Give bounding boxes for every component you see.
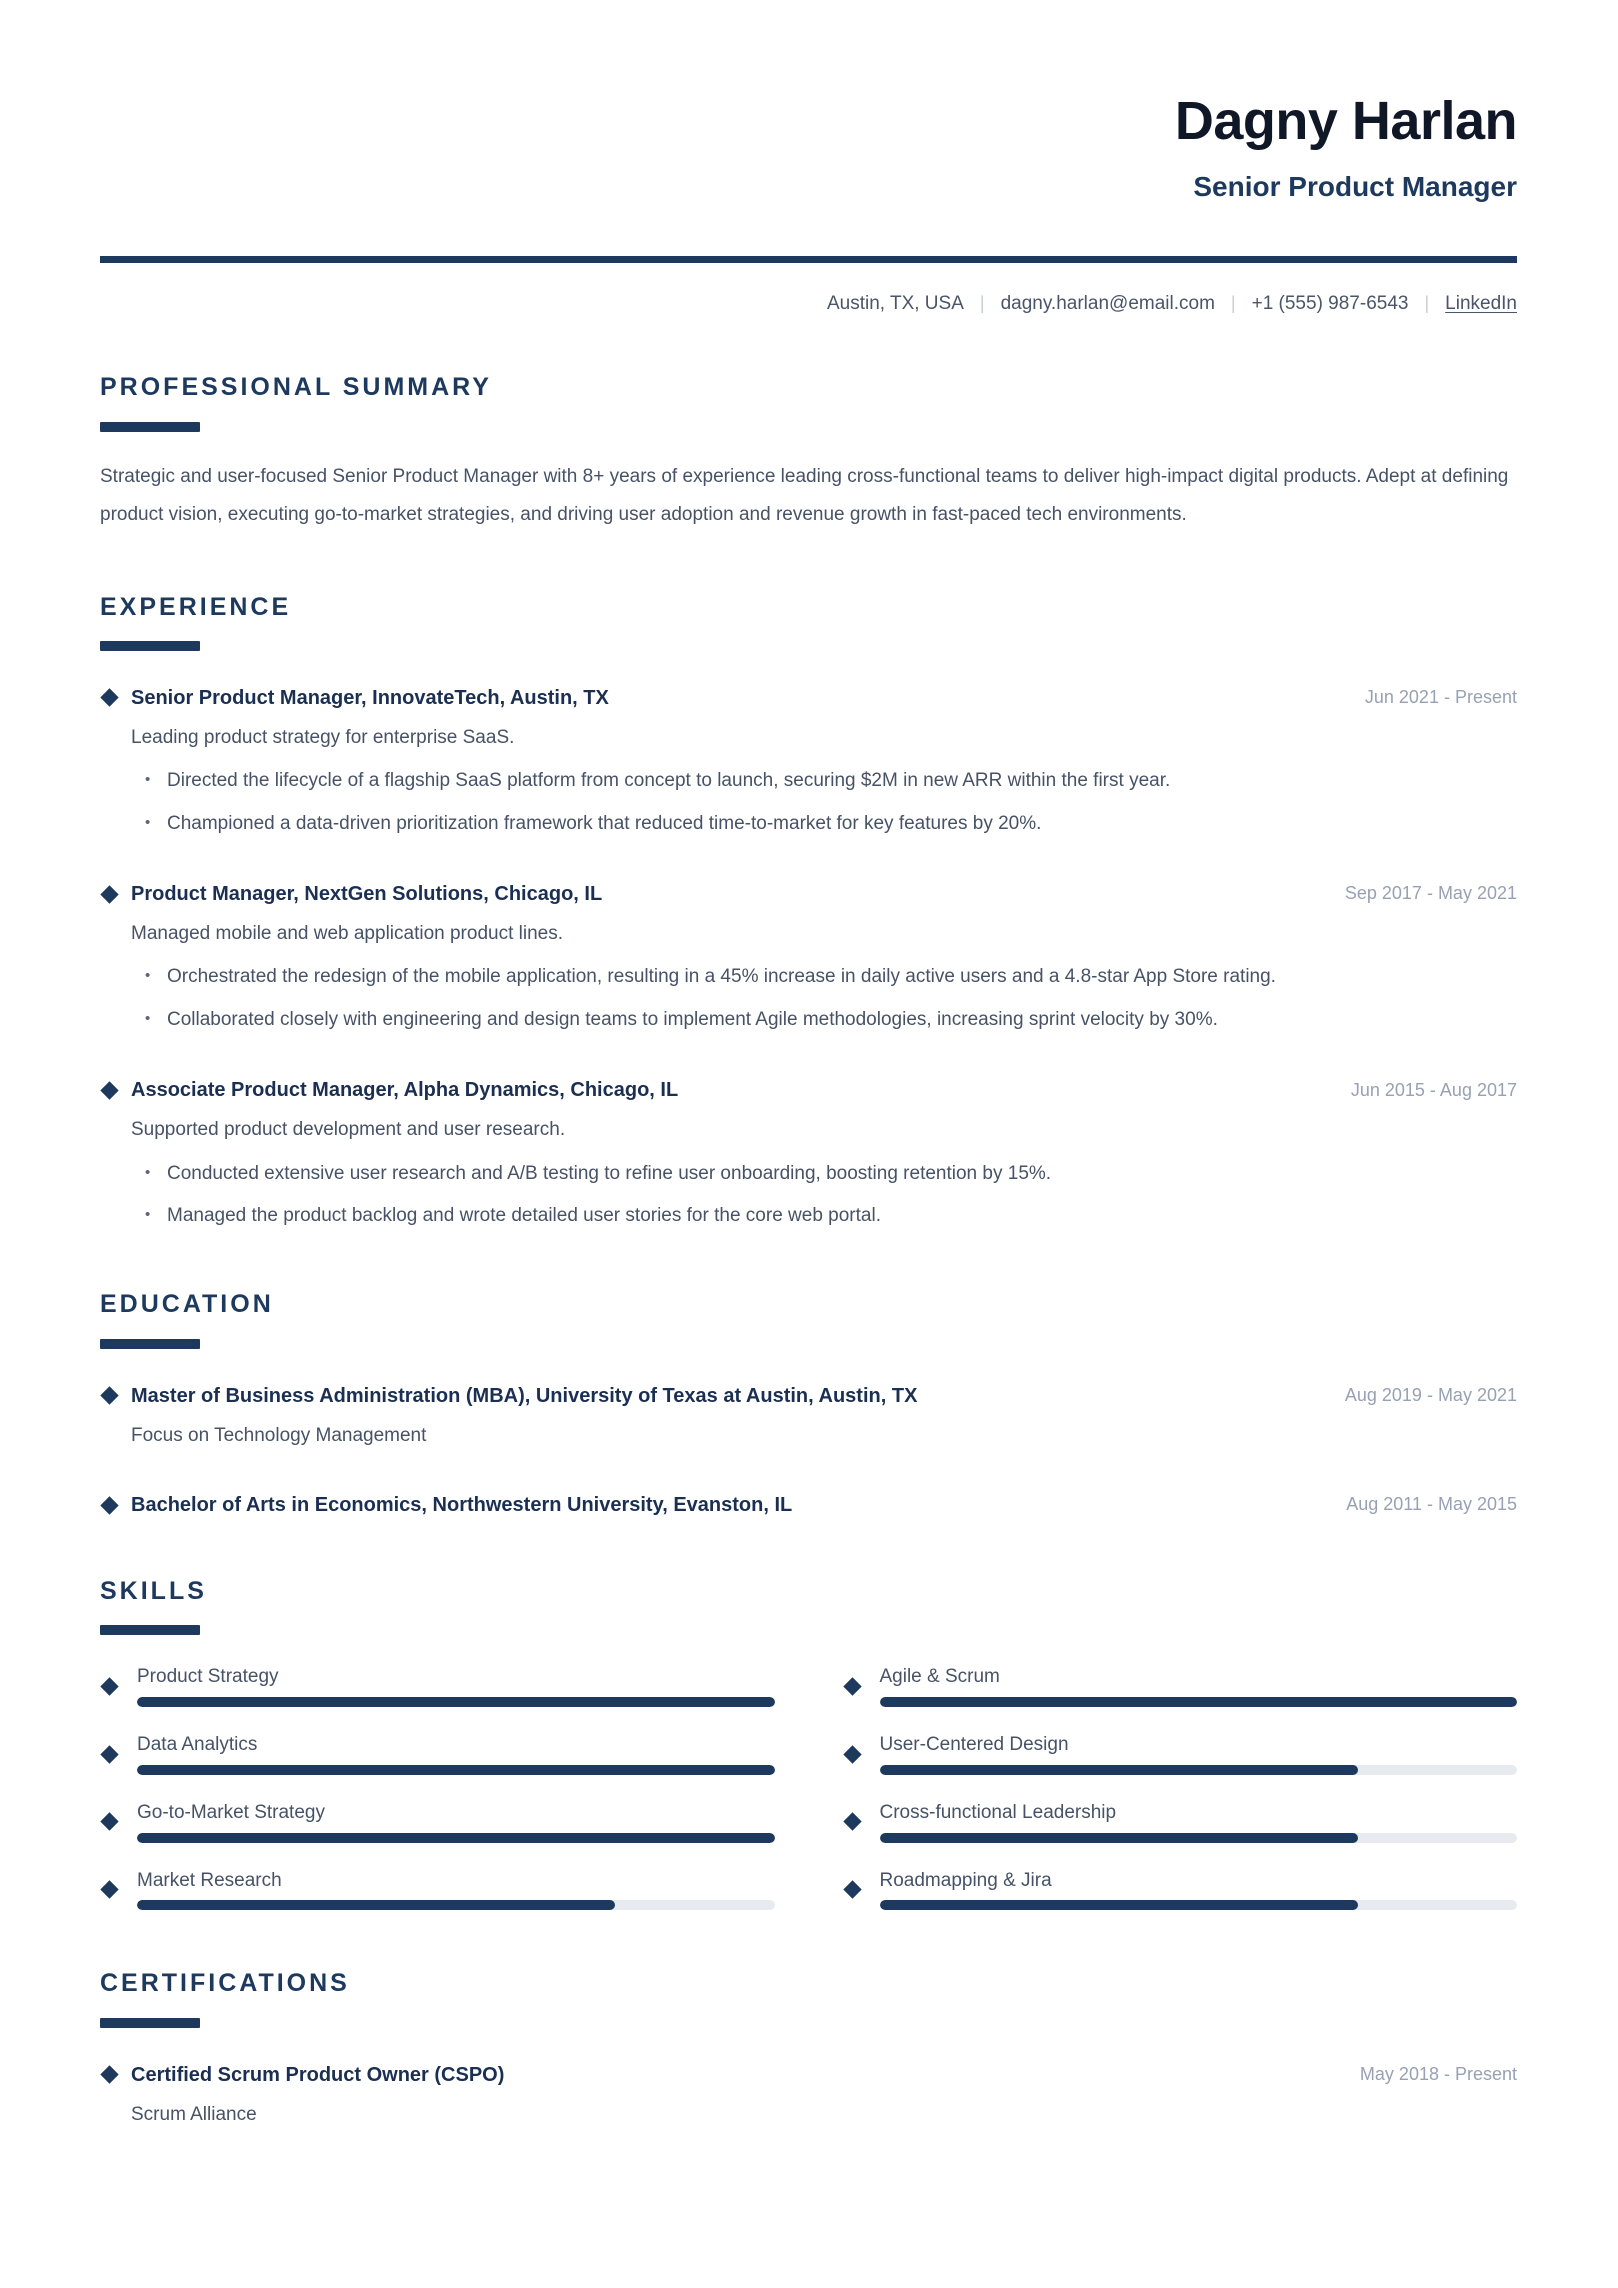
diamond-icon xyxy=(100,2065,118,2083)
skill-bar-track xyxy=(880,1833,1518,1843)
skill-bar-fill xyxy=(137,1900,615,1910)
skill-item xyxy=(100,1733,775,1775)
certification-title: Certified Scrum Product Owner (CSPO) xyxy=(131,2063,505,2086)
skill-name: Agile & Scrum xyxy=(879,1666,1000,1688)
certification-dates: May 2018 - Present xyxy=(1359,2063,1517,2084)
skill-item xyxy=(843,1801,1518,1843)
education-entry xyxy=(100,1492,1517,1518)
certification-issuer: Scrum Alliance xyxy=(131,2103,257,2125)
diamond-icon xyxy=(100,1677,118,1695)
diamond-icon xyxy=(843,1880,861,1898)
linkedin-link[interactable]: LinkedIn xyxy=(1445,292,1517,314)
skill-bar-fill xyxy=(880,1833,1358,1843)
contact-location: Austin, TX, USA xyxy=(826,292,964,314)
contact-bar xyxy=(100,291,1517,317)
diamond-icon xyxy=(100,885,118,903)
section-title-underline xyxy=(100,641,200,651)
skill-body xyxy=(137,1733,775,1775)
bullet-dot-icon: • xyxy=(145,771,151,789)
bullet-text: Collaborated closely with engineering and design teams to implement Agile methodologies, increasing sprint velocity by 30%. xyxy=(167,1008,1218,1030)
job-title: Product Manager, NextGen Solutions, Chicago, IL xyxy=(131,883,603,906)
certification-entry xyxy=(100,2062,1517,2129)
experience-entry xyxy=(100,881,1517,1035)
contact-separator: | xyxy=(1424,293,1430,314)
section-skills xyxy=(100,1576,1517,1910)
job-dates: Jun 2021 - Present xyxy=(1364,687,1517,708)
section-title-education: EDUCATION xyxy=(100,1290,274,1319)
education-entry-head xyxy=(100,1492,1517,1518)
section-title-underline xyxy=(100,2018,200,2028)
skill-item xyxy=(100,1801,775,1843)
bullet-item xyxy=(145,1201,1517,1231)
section-professional-summary xyxy=(100,372,1517,533)
skill-bar-fill xyxy=(880,1765,1358,1775)
bullet-dot-icon: • xyxy=(145,813,151,831)
bullet-dot-icon: • xyxy=(145,1163,151,1181)
bullet-item xyxy=(145,962,1517,992)
diamond-icon xyxy=(843,1745,861,1763)
diamond-icon xyxy=(100,1813,118,1831)
job-bullet-list xyxy=(145,962,1517,1035)
section-title-experience: EXPERIENCE xyxy=(100,592,292,621)
degree-description: Focus on Technology Management xyxy=(131,1424,427,1446)
skill-bar-track xyxy=(880,1900,1518,1910)
skill-bar-fill xyxy=(137,1765,775,1775)
resume-header xyxy=(100,90,1517,204)
skill-name: Cross-functional Leadership xyxy=(879,1801,1117,1823)
section-certifications xyxy=(100,1968,1517,2129)
skill-body xyxy=(880,1801,1518,1843)
bullet-text: Conducted extensive user research and A/B testing to refine user onboarding, boosting retention by 15%. xyxy=(167,1162,1052,1184)
header-divider xyxy=(100,256,1517,263)
job-description: Leading product strategy for enterprise SaaS. xyxy=(131,726,515,748)
degree-title: Master of Business Administration (MBA), University of Texas at Austin, Austin, TX xyxy=(131,1384,918,1407)
bullet-dot-icon: • xyxy=(145,1009,151,1027)
job-description: Supported product development and user research. xyxy=(131,1119,566,1141)
education-entry xyxy=(100,1383,1517,1450)
skill-item xyxy=(843,1733,1518,1775)
skill-bar-track xyxy=(137,1765,775,1775)
degree-title: Bachelor of Arts in Economics, Northwestern University, Evanston, IL xyxy=(131,1494,793,1517)
diamond-icon xyxy=(100,689,118,707)
job-bullet-list xyxy=(145,766,1517,839)
skill-bar-fill xyxy=(880,1697,1518,1707)
diamond-icon xyxy=(843,1677,861,1695)
experience-entry-head xyxy=(100,1077,1517,1103)
section-title-underline xyxy=(100,1339,200,1349)
bullet-dot-icon: • xyxy=(145,967,151,985)
bullet-item xyxy=(145,1159,1517,1189)
skill-bar-track xyxy=(137,1900,775,1910)
experience-entry xyxy=(100,685,1517,839)
degree-dates: Aug 2011 - May 2015 xyxy=(1346,1494,1517,1515)
skill-name: Product Strategy xyxy=(137,1666,279,1688)
contact-email: dagny.harlan@email.com xyxy=(1000,292,1215,314)
section-experience xyxy=(100,592,1517,1232)
skill-body xyxy=(137,1801,775,1843)
bullet-text: Managed the product backlog and wrote detailed user stories for the core web portal. xyxy=(167,1205,881,1227)
skill-bar-track xyxy=(137,1833,775,1843)
contact-separator: | xyxy=(1230,293,1236,314)
contact-phone: +1 (555) 987-6543 xyxy=(1251,292,1409,314)
skill-bar-track xyxy=(137,1697,775,1707)
bullet-text: Orchestrated the redesign of the mobile application, resulting in a 45% increase in daily active users and a 4.8-star App Store rating. xyxy=(167,966,1276,988)
skill-name: Go-to-Market Strategy xyxy=(137,1801,325,1823)
diamond-icon xyxy=(100,1496,118,1514)
job-title: Senior Product Manager, InnovateTech, Austin, TX xyxy=(131,686,609,709)
skill-bar-track xyxy=(880,1765,1518,1775)
education-entry-head xyxy=(100,1383,1517,1409)
skill-item xyxy=(843,1665,1518,1707)
bullet-dot-icon: • xyxy=(145,1206,151,1224)
section-title-certifications: CERTIFICATIONS xyxy=(100,1969,350,1998)
skill-body xyxy=(137,1665,775,1707)
skill-body xyxy=(880,1869,1518,1911)
skill-bar-fill xyxy=(137,1697,775,1707)
job-description: Managed mobile and web application product lines. xyxy=(131,923,563,945)
bullet-item xyxy=(145,809,1517,839)
experience-entry xyxy=(100,1077,1517,1231)
diamond-icon xyxy=(100,1387,118,1405)
skill-name: Roadmapping & Jira xyxy=(879,1869,1052,1891)
section-title-underline xyxy=(100,422,200,432)
skills-grid xyxy=(100,1665,1517,1910)
job-title: Associate Product Manager, Alpha Dynamics, Chicago, IL xyxy=(131,1079,679,1102)
skill-name: Market Research xyxy=(137,1869,282,1891)
skill-name: Data Analytics xyxy=(137,1734,258,1756)
diamond-icon xyxy=(100,1880,118,1898)
section-title-summary: PROFESSIONAL SUMMARY xyxy=(100,373,492,402)
skill-bar-fill xyxy=(137,1833,775,1843)
diamond-icon xyxy=(100,1081,118,1099)
candidate-job-title: Senior Product Manager xyxy=(1193,171,1517,203)
bullet-item xyxy=(145,1005,1517,1035)
diamond-icon xyxy=(843,1813,861,1831)
experience-entry-head xyxy=(100,685,1517,711)
section-education xyxy=(100,1289,1517,1518)
skill-body xyxy=(137,1869,775,1911)
job-dates: Jun 2015 - Aug 2017 xyxy=(1350,1079,1517,1100)
skill-body xyxy=(880,1665,1518,1707)
experience-entry-head xyxy=(100,881,1517,907)
skill-item xyxy=(100,1869,775,1911)
degree-dates: Aug 2019 - May 2021 xyxy=(1344,1385,1517,1406)
job-bullet-list xyxy=(145,1159,1517,1232)
contact-separator: | xyxy=(979,293,985,314)
skill-body xyxy=(880,1733,1518,1775)
bullet-text: Directed the lifecycle of a flagship SaaS platform from concept to launch, securing $2M in new ARR within the first year. xyxy=(167,770,1171,792)
diamond-icon xyxy=(100,1745,118,1763)
bullet-item xyxy=(145,766,1517,796)
bullet-text: Championed a data-driven prioritization framework that reduced time-to-market for key features by 20%. xyxy=(167,812,1042,834)
skill-item xyxy=(843,1869,1518,1911)
certification-entry-head xyxy=(100,2062,1517,2088)
skill-bar-fill xyxy=(880,1900,1358,1910)
summary-text: Strategic and user-focused Senior Product Manager with 8+ years of experience leading cross-functional teams to deliver high-impact digital products. Adept at defining product vision, executing go-to-market strategies, and driving user adoption and revenue growth in fast-paced tech environments. xyxy=(100,465,1509,525)
section-title-skills: SKILLS xyxy=(100,1577,207,1606)
skill-bar-track xyxy=(880,1697,1518,1707)
candidate-name: Dagny Harlan xyxy=(1174,91,1517,151)
skill-item xyxy=(100,1665,775,1707)
skill-name: User-Centered Design xyxy=(879,1734,1069,1756)
section-title-underline xyxy=(100,1625,200,1635)
job-dates: Sep 2017 - May 2021 xyxy=(1344,883,1517,904)
